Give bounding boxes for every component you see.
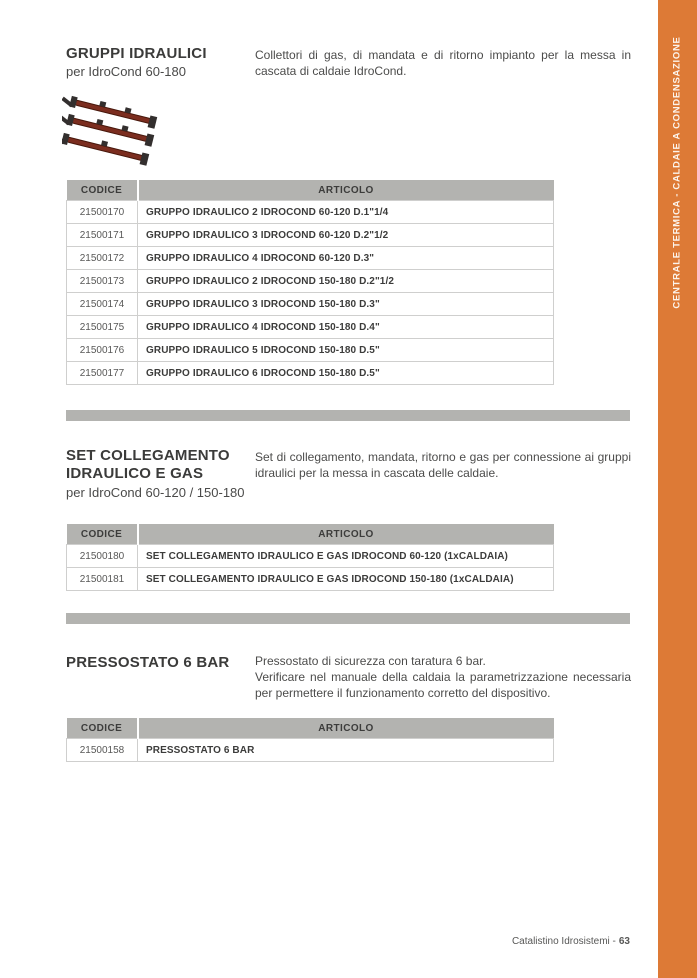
column-header-codice: CODICE: [67, 524, 138, 545]
codice-cell: 21500171: [67, 224, 138, 247]
codice-cell: 21500174: [67, 293, 138, 316]
title-line: SET COLLEGAMENTO: [66, 447, 230, 464]
codice-cell: 21500170: [67, 201, 138, 224]
articolo-cell: GRUPPO IDRAULICO 3 IDROCOND 150-180 D.3": [138, 293, 554, 316]
table-row: [67, 247, 554, 270]
section-divider-bar: [66, 613, 630, 624]
codice-cell: 21500177: [67, 362, 138, 385]
parts-table-set-collegamento: [66, 524, 554, 591]
table-header-row: [67, 718, 554, 739]
section-divider-bar: [66, 410, 630, 421]
description-paragraph: Set di collegamento, mandata, ritorno e gas per connessione ai gruppi idraulici per la messa in cascata delle caldaie.: [255, 450, 631, 480]
table-row: [67, 224, 554, 247]
chapter-side-tab-label-wrap: [658, 0, 697, 345]
section-subtitle-gruppi-idraulici: per IdroCond 60-180: [66, 64, 186, 79]
column-header-codice: CODICE: [67, 718, 138, 739]
footer-label: Catalistino Idrosistemi -: [511, 936, 616, 947]
section-description-gruppi-idraulici: [255, 47, 631, 79]
table-row: [67, 362, 554, 385]
table-row: [67, 339, 554, 362]
table-row: [67, 568, 554, 591]
table-header-row: [67, 180, 554, 201]
section-title-pressostato: PRESSOSTATO 6 BAR: [66, 654, 230, 671]
articolo-cell: GRUPPO IDRAULICO 4 IDROCOND 60-120 D.3": [138, 247, 554, 270]
codice-cell: 21500175: [67, 316, 138, 339]
parts-table-pressostato: [66, 718, 554, 762]
page-number: 63: [618, 936, 630, 947]
articolo-cell: GRUPPO IDRAULICO 2 IDROCOND 150-180 D.2"1/2: [138, 270, 554, 293]
table-row: [67, 545, 554, 568]
section-description-set-collegamento: [255, 449, 631, 481]
section-description-pressostato: [255, 653, 631, 701]
page-footer: [512, 936, 630, 947]
description-paragraph: Pressostato di sicurezza con taratura 6 bar.: [255, 654, 486, 668]
table-row: [67, 293, 554, 316]
articolo-cell: SET COLLEGAMENTO IDRAULICO E GAS IDROCOND 60-120 (1xCALDAIA): [138, 545, 554, 568]
section-subtitle-set-collegamento: per IdroCond 60-120 / 150-180: [66, 485, 245, 500]
table-row: [67, 201, 554, 224]
articolo-cell: GRUPPO IDRAULICO 4 IDROCOND 150-180 D.4": [138, 316, 554, 339]
articolo-cell: GRUPPO IDRAULICO 3 IDROCOND 60-120 D.2"1/2: [138, 224, 554, 247]
parts-table-gruppi-idraulici: [66, 180, 554, 385]
hydraulic-manifolds-image: [62, 94, 166, 187]
articolo-cell: SET COLLEGAMENTO IDRAULICO E GAS IDROCOND 150-180 (1xCALDAIA): [138, 568, 554, 591]
codice-cell: 21500158: [67, 739, 138, 762]
hydraulic-manifolds-illustration: [62, 94, 166, 182]
column-header-articolo: ARTICOLO: [138, 718, 554, 739]
chapter-side-tab-label: CENTRALE TERMICA - CALDAIE A CONDENSAZIONE: [672, 36, 683, 309]
articolo-cell: GRUPPO IDRAULICO 5 IDROCOND 150-180 D.5": [138, 339, 554, 362]
column-header-articolo: ARTICOLO: [138, 524, 554, 545]
articolo-cell: GRUPPO IDRAULICO 6 IDROCOND 150-180 D.5": [138, 362, 554, 385]
description-paragraph: Verificare nel manuale della caldaia la parametrizzazione necessaria per permettere il funzionamento corretto del dispositivo.: [255, 670, 631, 700]
column-header-codice: CODICE: [67, 180, 138, 201]
table-row: [67, 270, 554, 293]
title-line: IDRAULICO E GAS: [66, 465, 204, 482]
description-paragraph: Collettori di gas, di mandata e di ritorno impianto per la messa in cascata di caldaie IdroCond.: [255, 48, 631, 78]
codice-cell: 21500181: [67, 568, 138, 591]
section-title-gruppi-idraulici: GRUPPI IDRAULICI: [66, 45, 207, 62]
section-title-set-collegamento: [66, 447, 230, 483]
table-row: [67, 739, 554, 762]
table-row: [67, 316, 554, 339]
articolo-cell: GRUPPO IDRAULICO 2 IDROCOND 60-120 D.1"1/4: [138, 201, 554, 224]
articolo-cell: PRESSOSTATO 6 BAR: [138, 739, 554, 762]
codice-cell: 21500176: [67, 339, 138, 362]
codice-cell: 21500173: [67, 270, 138, 293]
codice-cell: 21500172: [67, 247, 138, 270]
column-header-articolo: ARTICOLO: [138, 180, 554, 201]
table-header-row: [67, 524, 554, 545]
codice-cell: 21500180: [67, 545, 138, 568]
